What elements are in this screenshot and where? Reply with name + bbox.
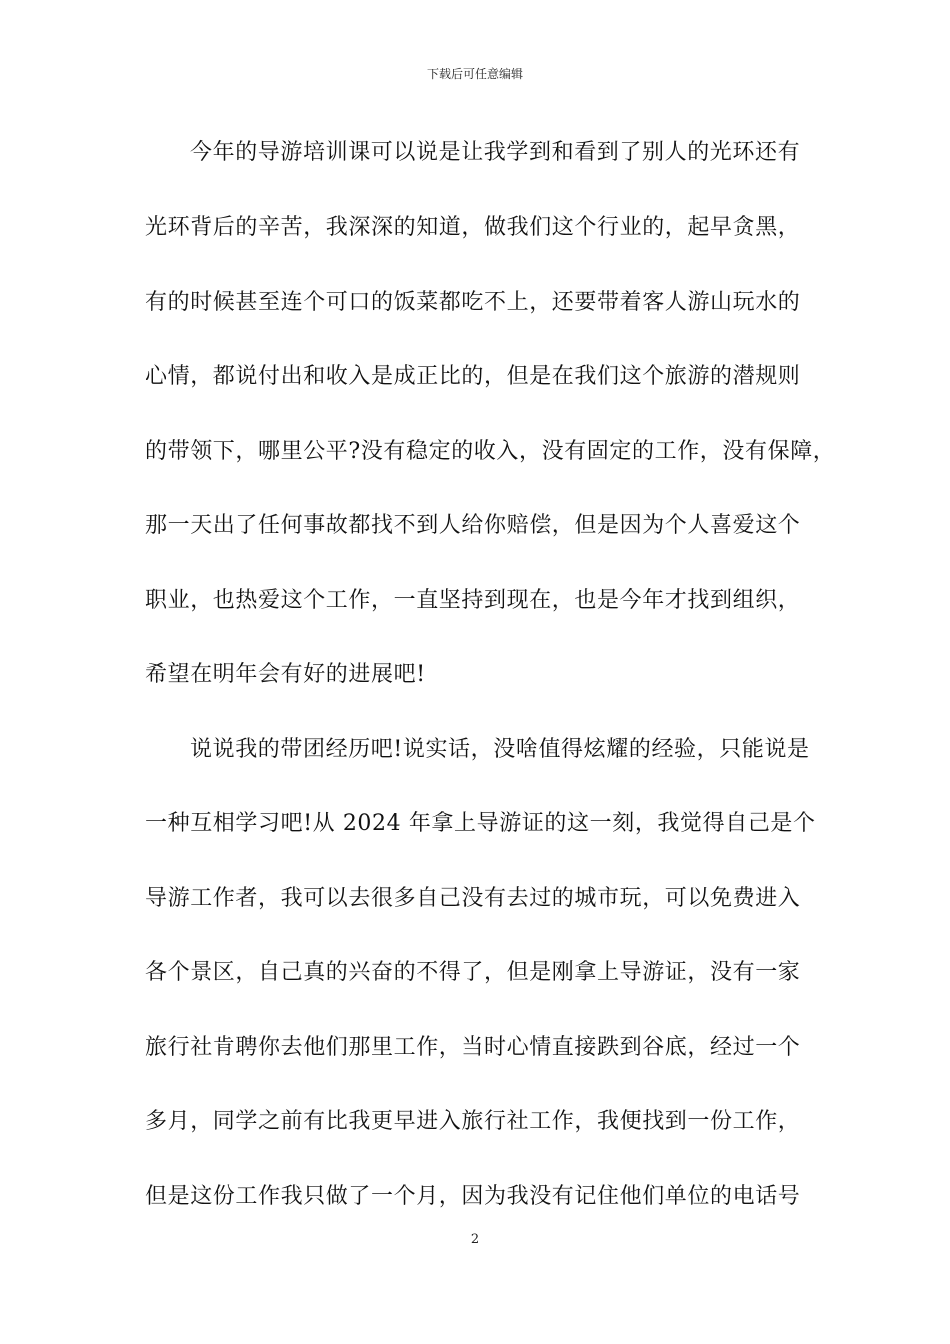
paragraph-line: 多月，同学之前有比我更早进入旅行社工作，我便找到一份工作， bbox=[145, 1109, 801, 1134]
paragraph-line: 职业，也热爱这个工作，一直坚持到现在，也是今年才找到组织， bbox=[145, 588, 801, 613]
paragraph-line: 有的时候甚至连个可口的饭菜都吃不上，还要带着客人游山玩水的 bbox=[145, 290, 801, 315]
paragraph-line: 一种互相学习吧!从 2024 年拿上导游证的这一刻，我觉得自己是个 bbox=[145, 811, 816, 836]
paragraph-line: 旅行社肯聘你去他们那里工作，当时心情直接跌到谷底，经过一个 bbox=[145, 1035, 801, 1060]
page-number: 2 bbox=[470, 1232, 480, 1247]
paragraph-line: 各个景区，自己真的兴奋的不得了，但是刚拿上导游证，没有一家 bbox=[145, 960, 801, 985]
paragraph-line: 今年的导游培训课可以说是让我学到和看到了别人的光环还有 bbox=[190, 140, 801, 165]
paragraph-line: 那一天出了任何事故都找不到人给你赔偿，但是因为个人喜爱这个 bbox=[145, 513, 801, 538]
paragraph-line: 希望在明年会有好的进展吧! bbox=[145, 662, 426, 687]
paragraph-line: 但是这份工作我只做了一个月，因为我没有记住他们单位的电话号 bbox=[145, 1184, 801, 1209]
page-header: 下载后可任意编辑 bbox=[426, 67, 523, 81]
paragraph-line: 导游工作者，我可以去很多自己没有去过的城市玩，可以免费进入 bbox=[145, 886, 801, 911]
paragraph-line: 说说我的带团经历吧!说实话，没啥值得炫耀的经验，只能说是 bbox=[190, 737, 810, 762]
paragraph-line: 心情，都说付出和收入是成正比的，但是在我们这个旅游的潜规则 bbox=[145, 364, 801, 389]
paragraph-line: 光环背后的辛苦，我深深的知道，做我们这个行业的，起早贪黑， bbox=[145, 215, 801, 240]
paragraph-line: 的带领下，哪里公平?没有稳定的收入，没有固定的工作，没有保障， bbox=[145, 439, 836, 464]
